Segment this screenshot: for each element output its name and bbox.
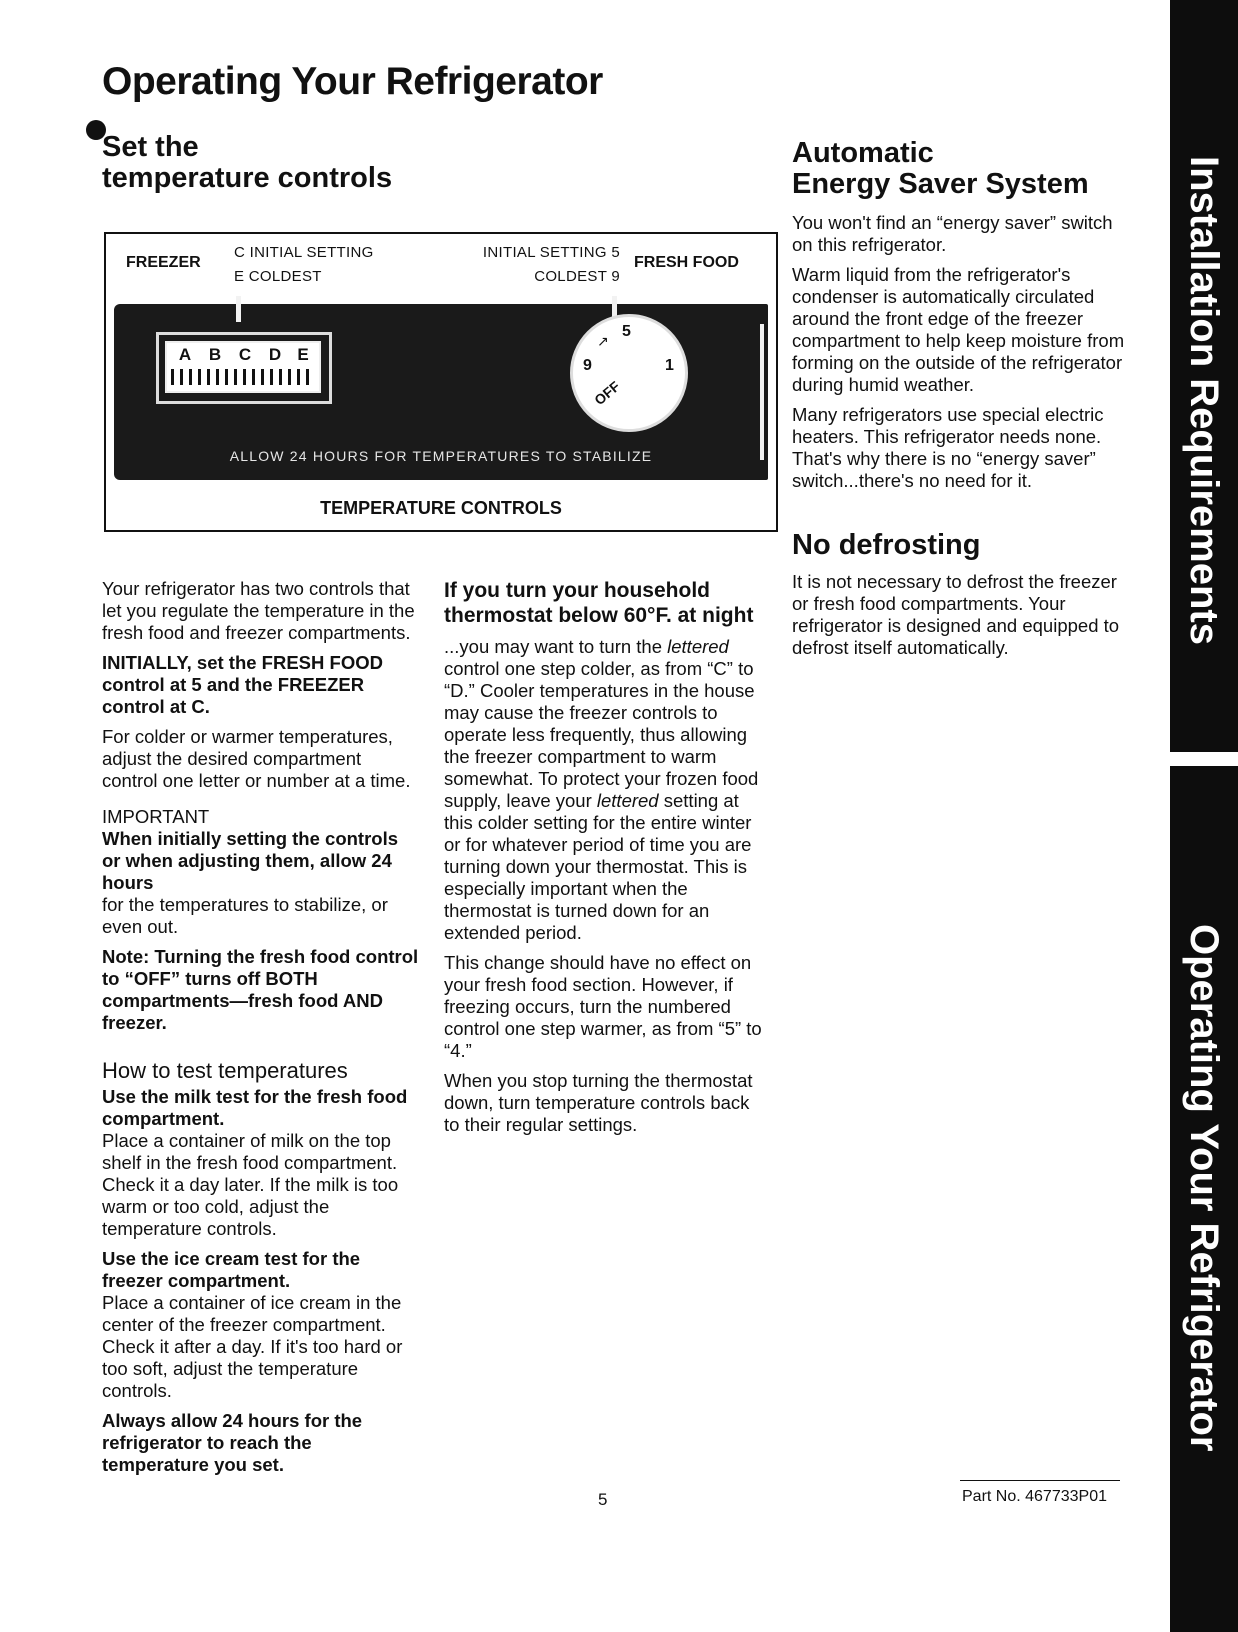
thermostat-paragraph: [444, 636, 762, 944]
fresh-food-effect-paragraph: This change should have no effect on your fresh food section. However, if freezing occurs, turn the numbered control one step warmer, as from “5” to “4.”: [444, 952, 762, 1061]
lettered-term: lettered: [667, 636, 729, 657]
freezer-coldest-setting: E COLDEST: [234, 268, 322, 285]
fresh-food-initial-setting: INITIAL SETTING 5: [482, 244, 620, 261]
tab-installation-requirements: Installation Requirements: [1182, 156, 1226, 645]
energy-heading-line2: Energy Saver System: [792, 168, 1089, 200]
freezer-letter-scale: [165, 341, 321, 393]
freezer-control-slider[interactable]: [156, 332, 332, 404]
set-controls-heading: [102, 132, 392, 194]
important-text-bold: When initially setting the controls or when adjusting them, allow 24 hours: [102, 828, 399, 893]
right-column: [792, 138, 1132, 667]
tick-marks: [171, 369, 311, 385]
panel-caption: TEMPERATURE CONTROLS: [320, 498, 562, 518]
milk-test-bold: Use the milk test for the fresh food compartment.: [102, 1086, 408, 1129]
defrost-paragraph: It is not necessary to defrost the freezer or fresh food compartments. Your refrigerator is designed and equipped to defrost itself automatically.: [792, 571, 1120, 658]
test-heading: How to test temperatures: [102, 1058, 348, 1083]
section-tab-strip: [1170, 0, 1238, 1632]
set-controls-heading-line2: temperature controls: [102, 162, 393, 194]
freezer-initial-setting: C INITIAL SETTING: [234, 244, 374, 261]
dial-mark: 1: [665, 357, 674, 374]
ice-cream-test-bold: Use the ice cream test for the freezer compartment.: [102, 1248, 361, 1291]
fresh-food-dial[interactable]: [570, 314, 688, 432]
important-label: IMPORTANT: [102, 806, 210, 827]
control-housing: [114, 304, 768, 480]
freezer-letter: C: [238, 345, 252, 364]
temperature-controls-panel: [104, 232, 778, 532]
thermostat-text-a: ...you may want to turn the: [444, 636, 662, 657]
thermostat-text-b: control one step colder, as from “C” to “D.” Cooler temperatures in the house may cause the freezer controls to operate less frequently, thus allowing the freezer compartment to warm somewhat. To protect your frozen food supply, leave your: [444, 658, 759, 811]
energy-paragraph-1: You won't find an “energy saver” switch on this refrigerator.: [792, 212, 1113, 255]
arrow-icon: ↗: [597, 333, 609, 349]
important-text: for the temperatures to stabilize, or even out.: [102, 894, 388, 937]
initial-setting-instruction: INITIALLY, set the FRESH FOOD control at 5 and the FREEZER control at C.: [102, 652, 383, 717]
freezer-letter: A: [178, 345, 192, 364]
page-title: Operating Your Refrigerator: [102, 60, 603, 103]
always-allow-note: Always allow 24 hours for the refrigerator to reach the temperature you set.: [102, 1410, 363, 1475]
lettered-term: lettered: [596, 790, 659, 811]
page-number: 5: [598, 1490, 608, 1509]
milk-test-text: Place a container of milk on the top shelf in the fresh food compartment. Check it a day later. If the milk is too warm or too cold, adjust the temperature controls.: [102, 1130, 399, 1239]
freezer-letter: E: [297, 345, 309, 364]
part-number: Part No. 467733P01: [962, 1488, 1107, 1505]
defrost-heading: No defrosting: [792, 529, 981, 561]
adjust-paragraph: For colder or warmer temperatures, adjust the desired compartment control one letter or number at a time.: [102, 726, 411, 791]
freezer-pointer: [236, 296, 241, 322]
footer-rule: [960, 1480, 1120, 1481]
tab-operating-your-refrigerator: Operating Your Refrigerator: [1182, 924, 1226, 1452]
dial-mark: OFF: [591, 377, 623, 409]
energy-heading-line1: Automatic: [792, 137, 934, 169]
middle-column: [444, 578, 762, 1144]
set-controls-heading-line1: Set the: [102, 131, 199, 163]
tab-divider: [1170, 752, 1238, 766]
dial-mark: 9: [583, 357, 592, 374]
thermostat-heading: If you turn your household thermostat below 60°F. at night: [444, 579, 754, 627]
thermostat-text-c: setting at this colder setting for the entire winter or for whatever period of time you are turning down your thermostat. This is especially important when the thermostat is turned down for an extended period.: [444, 790, 752, 943]
dial-mark: 5: [622, 323, 631, 340]
stabilize-note: ALLOW 24 HOURS FOR TEMPERATURES TO STABILIZE: [229, 448, 653, 464]
fresh-food-coldest-setting: COLDEST 9: [534, 268, 620, 285]
freezer-letter: D: [268, 345, 282, 364]
off-note: Note: Turning the fresh food control to “OFF” turns off BOTH compartments—fresh food AND freezer.: [102, 946, 419, 1033]
left-column: [102, 578, 420, 1484]
ice-cream-test-text: Place a container of ice cream in the center of the freezer compartment. Check it after a day. If it's too hard or too soft, adjust the temperature controls.: [102, 1292, 403, 1401]
fresh-food-label: FRESH FOOD: [634, 254, 739, 271]
panel-edge: [760, 324, 764, 460]
freezer-label: FREEZER: [126, 254, 201, 271]
energy-paragraph-2: Warm liquid from the refrigerator's condenser is automatically circulated around the front edge of the freezer compartment to help keep moisture from forming on the outside of the refrigerator during humid weather.: [792, 264, 1125, 395]
energy-paragraph-3: Many refrigerators use special electric heaters. This refrigerator needs none. That's why there is no “energy saver” switch...there's no need for it.: [792, 404, 1104, 491]
intro-paragraph: Your refrigerator has two controls that let you regulate the temperature in the fresh food and freezer compartments.: [102, 578, 415, 643]
stop-thermostat-paragraph: When you stop turning the thermostat down, turn temperature controls back to their regular settings.: [444, 1070, 753, 1135]
freezer-letter: B: [208, 345, 222, 364]
